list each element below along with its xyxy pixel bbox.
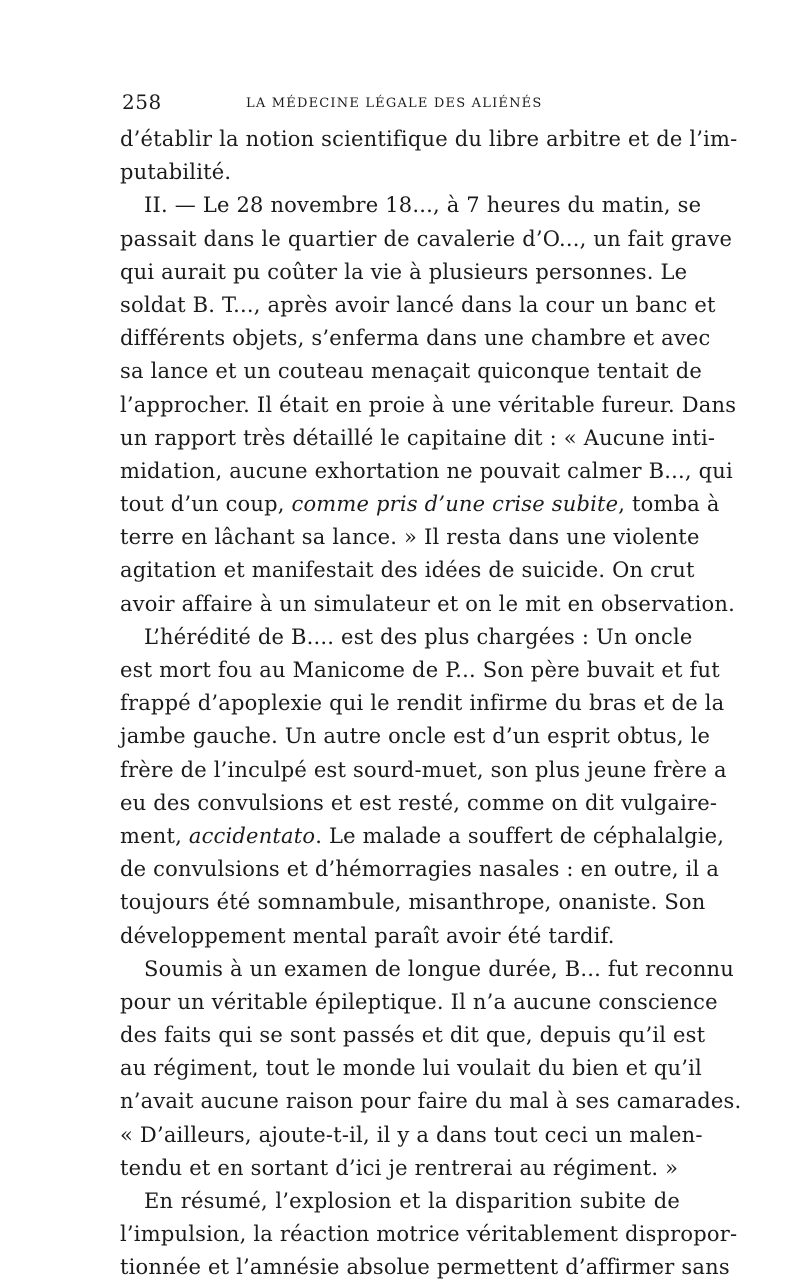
- text-line: agitation et manifestait des idées de suicide. On crut: [120, 558, 695, 583]
- text-line: L’hérédité de B.... est des plus chargées : Un oncle: [144, 624, 693, 649]
- text-line: au régiment, tout le monde lui voulait du bien et qu’il: [120, 1056, 702, 1081]
- text-line: différents objets, s’enferma dans une chambre et avec: [120, 326, 711, 351]
- text-line: l’impulsion, la réaction motrice véritablement dispropor-: [120, 1222, 738, 1247]
- text-line: frappé d’apoplexie qui le rendit infirme du bras et de la: [120, 691, 725, 716]
- text-segment: . Le malade a souffert de céphalalgie,: [315, 823, 725, 848]
- text-line: En résumé, l’explosion et la disparition subite de: [144, 1189, 680, 1213]
- text-line: II. — Le 28 novembre 18..., à 7 heures du matin, se: [144, 193, 702, 218]
- text-line: putabilité.: [120, 160, 232, 185]
- text-segment: , tomba à: [618, 492, 720, 517]
- text-line: tionnée et l’amnésie absolue permettent d’affirmer sans: [120, 1255, 730, 1280]
- running-title: LA MÉDECINE LÉGALE DES ALIÉNÉS: [246, 96, 543, 111]
- text-line: « D’ailleurs, ajoute-t-il, il y a dans tout ceci un malen-: [120, 1122, 703, 1147]
- text-line: frère de l’inculpé est sourd-muet, son plus jeune frère a: [120, 757, 727, 782]
- text-line: toujours été somnambule, misanthrope, onaniste. Son: [120, 890, 706, 915]
- text-line: pour un véritable épileptique. Il n’a aucune conscience: [120, 989, 718, 1014]
- text-line: terre en lâchant sa lance. » Il resta dans une violente: [120, 525, 700, 550]
- italic-segment: accidentato: [188, 823, 316, 848]
- text-segment: ment,: [120, 823, 189, 848]
- text-line: soldat B. T..., après avoir lancé dans la cour un banc et: [120, 292, 716, 317]
- text-line: est mort fou au Manicome de P... Son père buvait et fut: [120, 658, 720, 682]
- text-line: passait dans le quartier de cavalerie d’O..., un fait grave: [120, 226, 733, 251]
- text-line: eu des convulsions et est resté, comme on dit vulgaire-: [120, 790, 718, 815]
- text-line: [120, 820, 725, 853]
- text-line: des faits qui se sont passés et dit que, depuis qu’il est: [120, 1023, 706, 1048]
- text-line: l’approcher. Il était en proie à une véritable fureur. Dans: [120, 392, 737, 417]
- text-line: jambe gauche. Un autre oncle est d’un esprit obtus, le: [120, 724, 711, 749]
- text-line: n’avait aucune raison pour faire du mal à ses camarades.: [120, 1089, 742, 1114]
- text-segment: tout d’un coup,: [120, 492, 292, 517]
- italic-segment: comme pris d’une crise subite: [291, 492, 619, 517]
- text-line: de convulsions et d’hémorragies nasales : en outre, il a: [120, 857, 720, 882]
- text-line: sa lance et un couteau menaçait quiconque tentait de: [120, 359, 703, 384]
- text-line: un rapport très détaillé le capitaine dit : « Aucune inti-: [120, 425, 716, 450]
- text-line: qui aurait pu coûter la vie à plusieurs personnes. Le: [120, 259, 688, 284]
- body-text: [120, 123, 742, 1285]
- text-line: d’établir la notion scientifique du libre arbitre et de l’im-: [120, 127, 738, 151]
- text-line: [120, 488, 720, 521]
- text-line: avoir affaire à un simulateur et on le mit en observation.: [120, 591, 735, 616]
- page-header: [122, 90, 677, 118]
- text-line: Soumis à un examen de longue durée, B... fut reconnu: [144, 956, 734, 981]
- page-number: 258: [122, 90, 162, 114]
- text-line: midation, aucune exhortation ne pouvait calmer B..., qui: [120, 458, 733, 483]
- text-line: développement mental paraît avoir été tardif.: [120, 923, 615, 948]
- text-line: tendu et en sortant d’ici je rentrerai au régiment. »: [120, 1155, 679, 1180]
